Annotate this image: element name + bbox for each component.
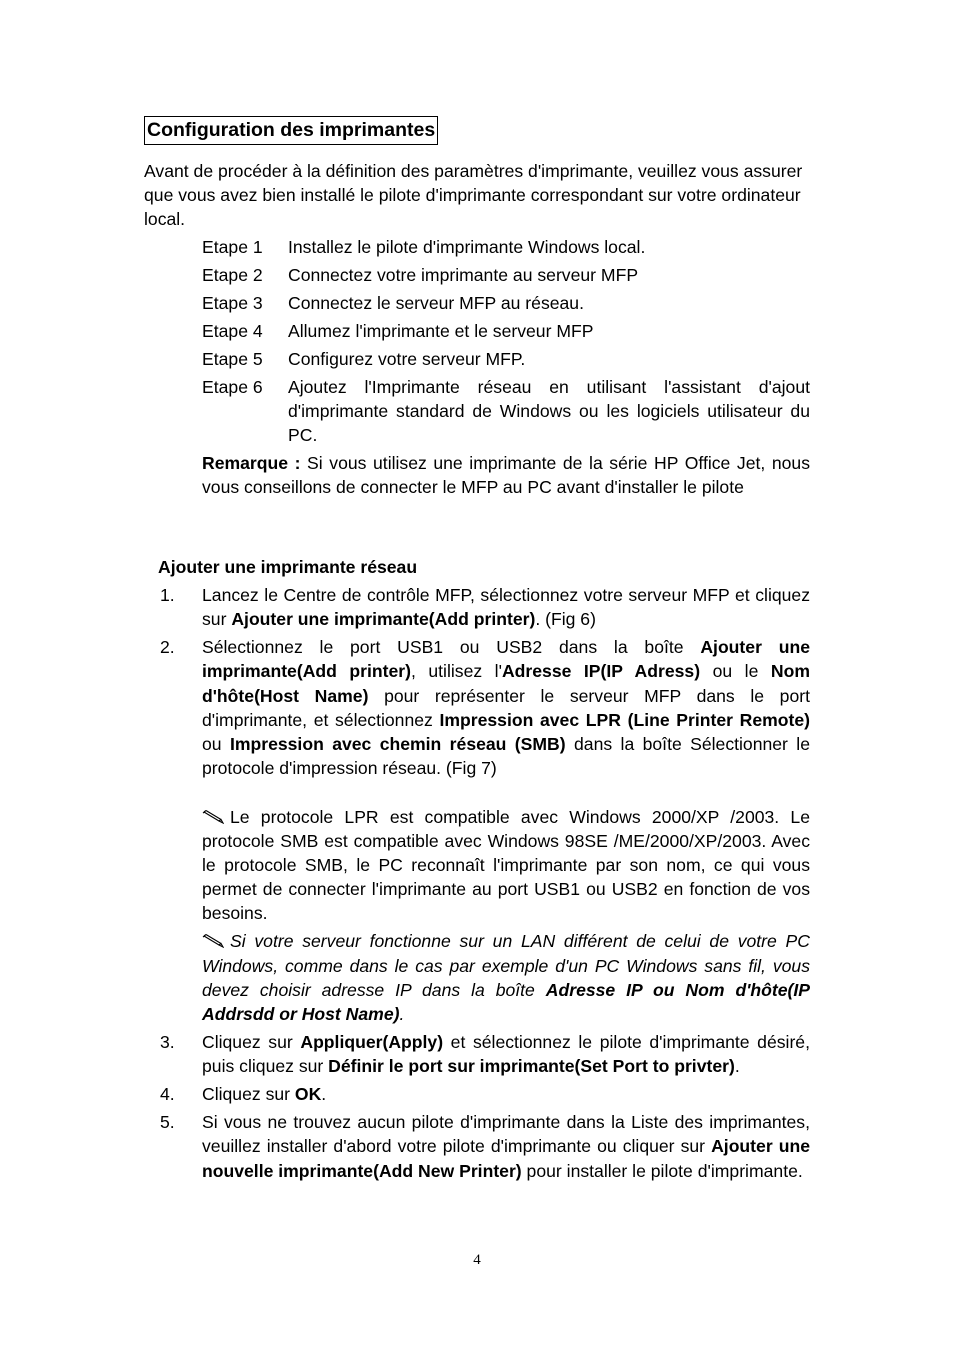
bold-term: Adresse IP ou Nom d'hôte(IP Addrsdd or Host Name) (202, 979, 810, 1025)
section-heading: Ajouter une imprimante réseau (158, 557, 418, 577)
pencil-icon (202, 934, 224, 948)
item-number: 3. (160, 1032, 175, 1053)
list-item (160, 1030, 810, 1078)
pencil-icon (202, 810, 224, 824)
item-text: Sélectionnez le port USB1 ou USB2 dans la boîte Ajouter une imprimante(Add printer), utilisez l'Adresse IP(IP Adress) ou le Nom d'hôte(Host Name) pour représenter le serveur MFP dans le port d'imprimante, et sélectionnez Impression avec LPR (Line Printer Remote) ou Impression avec chemin réseau (SMB) dans la boîte Sélectionner le protocole d'impression réseau. (Fig 7) (202, 637, 810, 779)
step-label: Etape 5 (202, 349, 263, 369)
list-item (160, 1110, 810, 1183)
item-number: 5. (160, 1112, 175, 1133)
step-text: Allumez l'imprimante et le serveur MFP (288, 321, 594, 341)
step-label: Etape 6 (202, 377, 263, 397)
step-label: Etape 3 (202, 293, 263, 313)
bold-term: Ajouter une imprimante(Add printer) (231, 609, 536, 630)
step-row (202, 291, 810, 315)
bold-term: OK (294, 1084, 322, 1105)
step-row (202, 347, 810, 371)
note-paragraph: Le protocole LPR est compatible avec Windows 2000/XP /2003. Le protocole SMB est compatible avec Windows 98SE /ME/2000/XP/2003. Avec le protocole SMB, le PC reconnaît l'imprimante par son nom, ce qui vous permet de connecter l'imprimante au port USB1 ou USB2 en fonction de vos besoins. (202, 806, 810, 924)
bold-term: Appliquer(Apply) (300, 1032, 444, 1053)
bold-term: Adresse IP(IP Adress) (501, 661, 701, 682)
bold-term: Impression avec chemin réseau (SMB) (229, 734, 566, 755)
step-row (202, 375, 810, 448)
step-label: Etape 2 (202, 265, 263, 285)
steps-list (202, 235, 810, 451)
item-number: 1. (160, 585, 175, 605)
remark-paragraph (202, 451, 810, 499)
item-text: Cliquez sur Appliquer(Apply) et sélectionnez le pilote d'imprimante désiré, puis cliquez sur Définir le port sur imprimante(Set Port to privter). (202, 1032, 810, 1077)
step-row (202, 319, 810, 343)
item-text: Lancez le Centre de contrôle MFP, sélectionnez votre serveur MFP et cliquez sur Ajouter une imprimante(Add printer). (Fig 6) (202, 585, 810, 630)
bold-term: Ajouter une nouvelle imprimante(Add New Printer) (202, 1136, 811, 1181)
bold-term: Définir le port sur imprimante(Set Port to privter) (328, 1056, 735, 1077)
bold-term: Nom d'hôte(Host Name) (202, 661, 810, 706)
note-paragraph: Si votre serveur fonctionne sur un LAN différent de celui de votre PC Windows, comme dans le cas par exemple d'un PC Windows sans fil, vous devez choisir adresse IP dans la boîte Adresse IP ou Nom d'hôte(IP Addrsdd or Host Name). (202, 931, 810, 1025)
bold-term: Impression avec LPR (Line Printer Remote) (439, 709, 810, 730)
step-text: Configurez votre serveur MFP. (288, 349, 526, 369)
step-label: Etape 4 (202, 321, 263, 341)
page-title: Configuration des imprimantes (144, 116, 438, 145)
list-item (160, 635, 810, 1026)
step-text: Connectez votre imprimante au serveur MFP (288, 265, 639, 285)
item-text: Si vous ne trouvez aucun pilote d'imprimante dans la Liste des imprimantes, veuillez installer d'abord votre pilote d'imprimante ou cliquer sur Ajouter une nouvelle imprimante(Add New Printer) pour installer le pilote d'imprimante. (202, 1112, 811, 1181)
intro-paragraph: Avant de procéder à la définition des paramètres d'imprimante, veuillez vous assurer que vous avez bien installé le pilote d'imprimante correspondant sur votre ordinateur local. (144, 161, 803, 230)
step-text: Installez le pilote d'imprimante Windows local. (288, 237, 646, 257)
item-text: Cliquez sur OK. (202, 1084, 327, 1105)
step-row (202, 235, 810, 259)
list-item (160, 1082, 810, 1106)
list-item (160, 583, 810, 631)
bold-term: Ajouter une imprimante(Add printer) (202, 637, 810, 682)
item-number: 4. (160, 1084, 175, 1105)
remark-text: Si vous utilisez une imprimante de la série HP Office Jet, nous vous conseillons de connecter le MFP au PC avant d'installer le pilote (202, 453, 810, 498)
numbered-list (160, 583, 810, 1187)
item-number: 2. (160, 637, 175, 658)
step-label: Etape 1 (202, 237, 263, 257)
page-number: 4 (473, 1252, 481, 1268)
remark-label: Remarque : (202, 453, 301, 473)
step-text: Ajoutez l'Imprimante réseau en utilisant l'assistant d'ajout d'imprimante standard de Windows ou les logiciels utilisateur du PC. (288, 377, 810, 446)
step-row (202, 263, 810, 287)
step-text: Connectez le serveur MFP au réseau. (288, 293, 584, 313)
